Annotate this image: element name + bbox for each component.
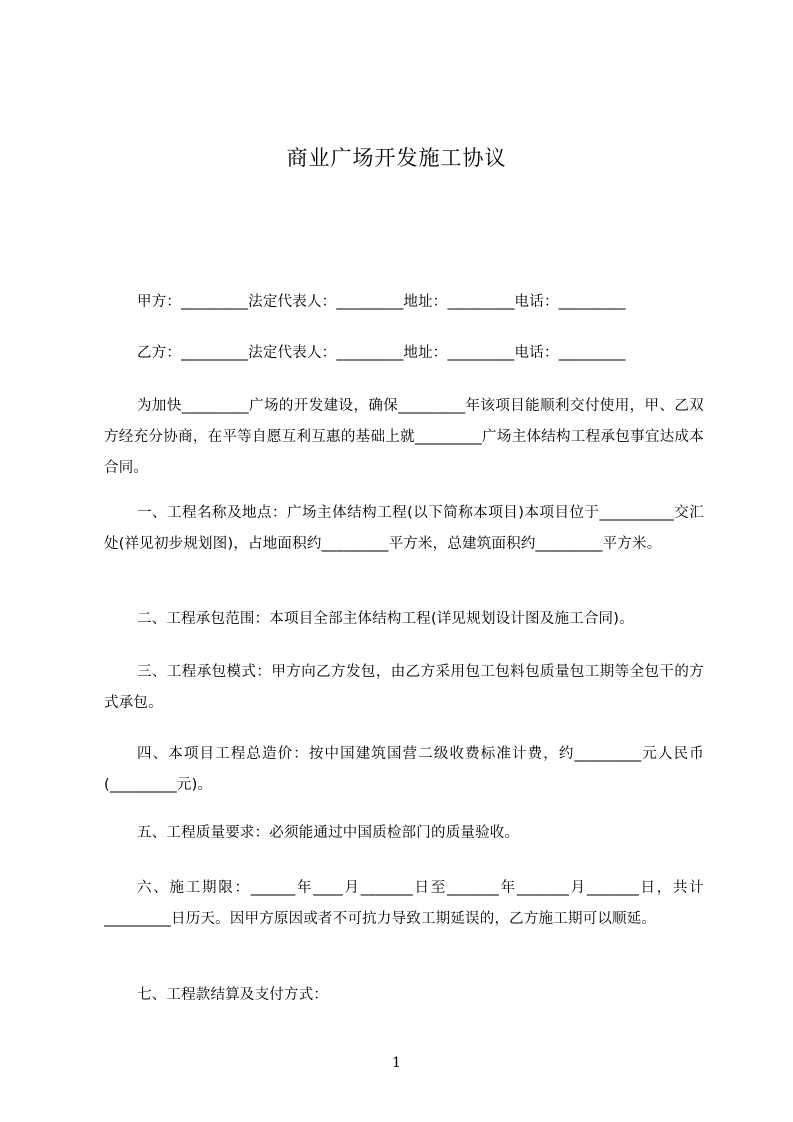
clause-1-project-name-location: 一、工程名称及地点：广场主体结构工程(以下简称本项目)本项目位于__________交汇处(祥见初步规划图)，占地面积约_________平方米，总建筑面积约_________平方米。 <box>104 505 704 552</box>
party-a-line: 甲方：_________法定代表人：_________地址：_________电话：_________ <box>137 294 626 310</box>
clause-7-payment: 七、工程款结算及支付方式： <box>137 987 329 1003</box>
party-b-line: 乙方：_________法定代表人：_________地址：_________电话：_________ <box>137 345 626 361</box>
page-number: 1 <box>392 1055 401 1071</box>
clause-3-contract-mode: 三、工程承包模式：甲方向乙方发包，由乙方采用包工包料包质量包工期等全包干的方式承包。 <box>104 664 704 711</box>
clause-6-schedule: 六、施工期限：______年____月_______日至_______年_______月_______日，共计_________日历天。因甲方原因或者不可抗力导致工期延误的，乙方施工期可以顺延。 <box>104 880 704 927</box>
document-title: 商业广场开发施工协议 <box>286 146 507 170</box>
clause-2-scope: 二、工程承包范围：本项目全部主体结构工程(详见规划设计图及施工合同)。 <box>137 611 634 627</box>
clause-5-quality: 五、工程质量要求：必须能通过中国质检部门的质量验收。 <box>137 825 520 841</box>
preamble-paragraph: 为加快_________广场的开发建设，确保_________年该项目能顺利交付使用，甲、乙双方经充分协商，在平等自愿互利互惠的基础上就_________广场主体结构工程承包事宜达成本合同。 <box>104 398 704 476</box>
clause-4-total-cost: 四、本项目工程总造价：按中国建筑国营二级收费标准计费，约_________元人民币(_________元)。 <box>104 746 704 793</box>
